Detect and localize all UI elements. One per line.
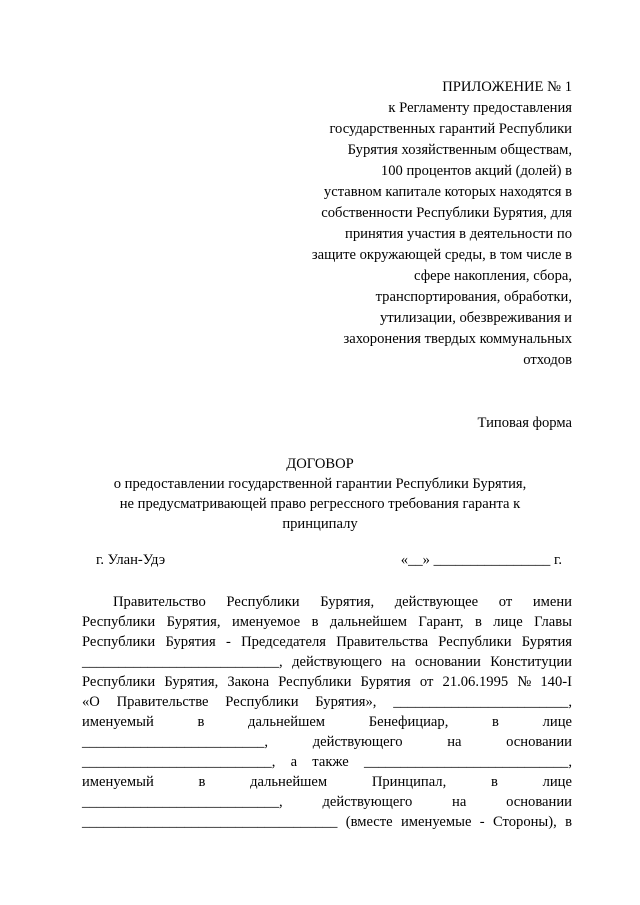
appendix-line: уставном капитале которых находятся в — [323, 184, 572, 200]
appendix-line: транспортирования, обработки, — [375, 289, 572, 305]
blank-field: ____________________________, — [364, 754, 572, 770]
date-line: «__» ________________ г. — [400, 552, 562, 568]
place-of-signing: г. Улан-Удэ — [96, 552, 166, 568]
contract-title: ДОГОВОР — [286, 456, 354, 472]
contract-subtitle-line: о предоставлении государственной гарантии Республики Бурятия, — [113, 476, 527, 492]
blank-field: ___________________________, — [82, 794, 283, 810]
form-label: Типовая форма — [477, 415, 572, 431]
body-line: именуемый в дальнейшем Принципал, в лице — [82, 774, 572, 790]
blank-field: ___________________________________ — [82, 814, 338, 830]
blank-field: _________________________, — [82, 734, 269, 750]
body-line: __________________________, а также ____________________________, — [82, 754, 572, 770]
body-line: ___________________________, действующего на основании Конституции — [82, 654, 572, 670]
appendix-line: сфере накопления, сбора, — [414, 268, 572, 284]
body-line: Правительство Республики Бурятия, действующее от имени — [113, 594, 572, 610]
appendix-line: собственности Республики Бурятия, для — [321, 205, 572, 221]
body-line: Республики Бурятия, Закона Республики Бурятия от 21.06.1995 № 140-I — [82, 674, 572, 690]
appendix-line: Бурятия хозяйственным обществам, — [347, 142, 572, 158]
appendix-title: ПРИЛОЖЕНИЕ № 1 — [442, 79, 572, 95]
contract-subtitle-line: принципалу — [282, 516, 358, 532]
body-line: «О Правительстве Республики Бурятия», ________________________, — [82, 694, 572, 710]
body-line: ___________________________, действующего на основании — [82, 794, 572, 810]
blank-field: ________________________, — [393, 694, 572, 710]
contract-subtitle-line: не предусматривающей право регрессного требования гаранта к — [119, 496, 521, 512]
appendix-line: захоронения твердых коммунальных — [343, 331, 572, 347]
appendix-line: 100 процентов акций (долей) в — [380, 163, 572, 179]
blank-field: __________________________, — [82, 754, 276, 770]
body-line: _________________________, действующего на основании — [82, 734, 572, 750]
appendix-line: отходов — [523, 352, 572, 368]
body-line: именуемый в дальнейшем Бенефициар, в лице — [82, 714, 572, 730]
appendix-line: защите окружающей среды, в том числе в — [311, 247, 572, 263]
appendix-line: утилизации, обезвреживания и — [379, 310, 572, 326]
body-line: ___________________________________ (вместе именуемые - Стороны), в — [82, 814, 572, 830]
appendix-line: государственных гарантий Республики — [329, 121, 572, 137]
blank-field: ___________________________, — [82, 654, 283, 670]
body-line: Республики Бурятия - Председателя Правительства Республики Бурятия — [82, 634, 572, 650]
body-line: Республики Бурятия, именуемое в дальнейшем Гарант, в лице Главы — [82, 614, 572, 630]
appendix-line: к Регламенту предоставления — [388, 100, 572, 116]
appendix-line: принятия участия в деятельности по — [345, 226, 572, 242]
